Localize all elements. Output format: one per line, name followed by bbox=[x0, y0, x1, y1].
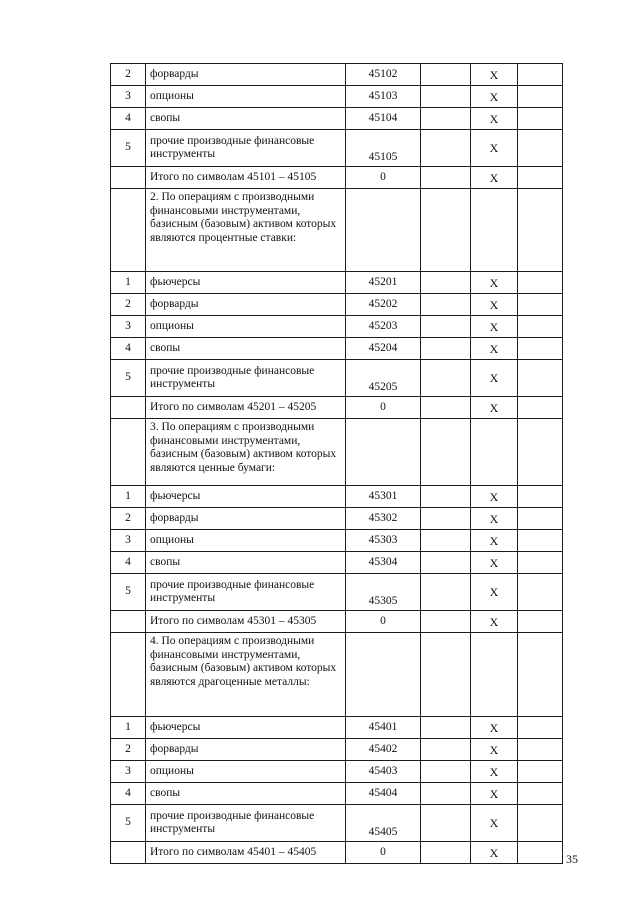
table-row bbox=[111, 338, 563, 360]
instrument-name-cell: опционы bbox=[146, 530, 346, 552]
instrument-name-cell: фьючерсы bbox=[146, 272, 346, 294]
empty-cell bbox=[518, 397, 563, 419]
empty-cell bbox=[518, 189, 563, 272]
instrument-name-cell: 2. По операциям с производными финансовыми инструментами, базисным (базовым) активом которых являются процентные ставки: bbox=[146, 189, 346, 272]
empty-cell bbox=[518, 167, 563, 189]
derivatives-table bbox=[110, 63, 563, 864]
empty-cell bbox=[518, 130, 563, 167]
table-row bbox=[111, 552, 563, 574]
table-row bbox=[111, 360, 563, 397]
table-row bbox=[111, 739, 563, 761]
table-row bbox=[111, 805, 563, 842]
total-row bbox=[111, 397, 563, 419]
section-header-row bbox=[111, 419, 563, 486]
x-mark-cell: X bbox=[471, 64, 518, 86]
empty-cell bbox=[421, 611, 471, 633]
instrument-name-cell: форварды bbox=[146, 294, 346, 316]
x-mark-cell: X bbox=[471, 167, 518, 189]
row-number-cell: 2 bbox=[111, 508, 146, 530]
empty-cell bbox=[421, 316, 471, 338]
empty-cell bbox=[518, 611, 563, 633]
empty-cell bbox=[518, 783, 563, 805]
row-number-cell: 1 bbox=[111, 717, 146, 739]
symbol-code-cell bbox=[346, 633, 421, 717]
table-body bbox=[111, 64, 563, 864]
table-row bbox=[111, 316, 563, 338]
symbol-code-cell: 45302 bbox=[346, 508, 421, 530]
row-number-cell: 4 bbox=[111, 108, 146, 130]
row-number-cell bbox=[111, 419, 146, 486]
table-row bbox=[111, 508, 563, 530]
x-mark-cell: X bbox=[471, 272, 518, 294]
row-number-cell: 5 bbox=[111, 805, 146, 842]
empty-cell bbox=[518, 739, 563, 761]
empty-cell bbox=[421, 167, 471, 189]
table-row bbox=[111, 530, 563, 552]
instrument-name-cell: 4. По операциям с производными финансовыми инструментами, базисным (базовым) активом которых являются драгоценные металлы: bbox=[146, 633, 346, 717]
row-number-cell: 2 bbox=[111, 294, 146, 316]
x-mark-cell: X bbox=[471, 574, 518, 611]
row-number-cell: 2 bbox=[111, 739, 146, 761]
empty-cell bbox=[421, 108, 471, 130]
empty-cell bbox=[421, 360, 471, 397]
empty-cell bbox=[421, 64, 471, 86]
row-number-cell bbox=[111, 167, 146, 189]
instrument-name-cell: фьючерсы bbox=[146, 717, 346, 739]
symbol-code-cell: 45301 bbox=[346, 486, 421, 508]
empty-cell bbox=[518, 552, 563, 574]
table-row bbox=[111, 574, 563, 611]
instrument-name-cell: прочие производные финансовые инструменты bbox=[146, 574, 346, 611]
page-number: 35 bbox=[566, 852, 578, 866]
symbol-code-cell: 45104 bbox=[346, 108, 421, 130]
x-mark-cell: X bbox=[471, 397, 518, 419]
x-mark-cell bbox=[471, 189, 518, 272]
empty-cell bbox=[421, 338, 471, 360]
x-mark-cell: X bbox=[471, 130, 518, 167]
instrument-name-cell: Итого по символам 45301 – 45305 bbox=[146, 611, 346, 633]
instrument-name-cell: форварды bbox=[146, 739, 346, 761]
row-number-cell bbox=[111, 633, 146, 717]
symbol-code-cell: 45403 bbox=[346, 761, 421, 783]
x-mark-cell: X bbox=[471, 783, 518, 805]
section-header-row bbox=[111, 633, 563, 717]
x-mark-cell: X bbox=[471, 508, 518, 530]
x-mark-cell: X bbox=[471, 552, 518, 574]
x-mark-cell: X bbox=[471, 611, 518, 633]
empty-cell bbox=[518, 64, 563, 86]
row-number-cell bbox=[111, 611, 146, 633]
table-row bbox=[111, 294, 563, 316]
x-mark-cell: X bbox=[471, 108, 518, 130]
total-row bbox=[111, 167, 563, 189]
symbol-code-cell: 0 bbox=[346, 397, 421, 419]
empty-cell bbox=[421, 397, 471, 419]
x-mark-cell: X bbox=[471, 739, 518, 761]
instrument-name-cell: свопы bbox=[146, 108, 346, 130]
x-mark-cell: X bbox=[471, 761, 518, 783]
x-mark-cell: X bbox=[471, 338, 518, 360]
x-mark-cell: X bbox=[471, 805, 518, 842]
empty-cell bbox=[421, 486, 471, 508]
instrument-name-cell: свопы bbox=[146, 338, 346, 360]
empty-cell bbox=[518, 805, 563, 842]
empty-cell bbox=[518, 360, 563, 397]
symbol-code-cell: 45401 bbox=[346, 717, 421, 739]
empty-cell bbox=[518, 294, 563, 316]
symbol-code-cell: 45305 bbox=[346, 574, 421, 611]
table-row bbox=[111, 86, 563, 108]
symbol-code-cell: 45405 bbox=[346, 805, 421, 842]
x-mark-cell: X bbox=[471, 486, 518, 508]
instrument-name-cell: прочие производные финансовые инструменты bbox=[146, 805, 346, 842]
empty-cell bbox=[518, 842, 563, 864]
instrument-name-cell: свопы bbox=[146, 552, 346, 574]
empty-cell bbox=[518, 530, 563, 552]
empty-cell bbox=[518, 633, 563, 717]
empty-cell bbox=[421, 761, 471, 783]
symbol-code-cell: 0 bbox=[346, 842, 421, 864]
empty-cell bbox=[421, 530, 471, 552]
symbol-code-cell: 0 bbox=[346, 167, 421, 189]
empty-cell bbox=[421, 272, 471, 294]
empty-cell bbox=[518, 338, 563, 360]
row-number-cell bbox=[111, 397, 146, 419]
instrument-name-cell: 3. По операциям с производными финансовыми инструментами, базисным (базовым) активом которых являются ценные бумаги: bbox=[146, 419, 346, 486]
x-mark-cell: X bbox=[471, 842, 518, 864]
empty-cell bbox=[518, 486, 563, 508]
symbol-code-cell: 0 bbox=[346, 611, 421, 633]
empty-cell bbox=[421, 130, 471, 167]
table-row bbox=[111, 486, 563, 508]
symbol-code-cell: 45205 bbox=[346, 360, 421, 397]
instrument-name-cell: опционы bbox=[146, 761, 346, 783]
empty-cell bbox=[421, 189, 471, 272]
symbol-code-cell: 45202 bbox=[346, 294, 421, 316]
empty-cell bbox=[421, 842, 471, 864]
empty-cell bbox=[518, 717, 563, 739]
total-row bbox=[111, 611, 563, 633]
row-number-cell: 3 bbox=[111, 316, 146, 338]
empty-cell bbox=[518, 86, 563, 108]
row-number-cell: 3 bbox=[111, 761, 146, 783]
instrument-name-cell: фьючерсы bbox=[146, 486, 346, 508]
symbol-code-cell bbox=[346, 189, 421, 272]
row-number-cell: 5 bbox=[111, 130, 146, 167]
empty-cell bbox=[518, 761, 563, 783]
instrument-name-cell: Итого по символам 45101 – 45105 bbox=[146, 167, 346, 189]
empty-cell bbox=[518, 316, 563, 338]
empty-cell bbox=[421, 294, 471, 316]
row-number-cell: 4 bbox=[111, 783, 146, 805]
empty-cell bbox=[421, 574, 471, 611]
section-header-row bbox=[111, 189, 563, 272]
row-number-cell: 5 bbox=[111, 574, 146, 611]
table-row bbox=[111, 130, 563, 167]
empty-cell bbox=[518, 419, 563, 486]
x-mark-cell: X bbox=[471, 316, 518, 338]
empty-cell bbox=[518, 108, 563, 130]
symbol-code-cell: 45203 bbox=[346, 316, 421, 338]
empty-cell bbox=[421, 717, 471, 739]
row-number-cell: 3 bbox=[111, 530, 146, 552]
table-row bbox=[111, 761, 563, 783]
instrument-name-cell: форварды bbox=[146, 64, 346, 86]
row-number-cell: 1 bbox=[111, 486, 146, 508]
symbol-code-cell: 45304 bbox=[346, 552, 421, 574]
row-number-cell: 5 bbox=[111, 360, 146, 397]
instrument-name-cell: опционы bbox=[146, 316, 346, 338]
empty-cell bbox=[518, 508, 563, 530]
empty-cell bbox=[421, 86, 471, 108]
table-row bbox=[111, 272, 563, 294]
empty-cell bbox=[421, 783, 471, 805]
instrument-name-cell: свопы bbox=[146, 783, 346, 805]
empty-cell bbox=[421, 739, 471, 761]
row-number-cell: 4 bbox=[111, 338, 146, 360]
empty-cell bbox=[421, 633, 471, 717]
symbol-code-cell: 45102 bbox=[346, 64, 421, 86]
row-number-cell: 3 bbox=[111, 86, 146, 108]
symbol-code-cell: 45204 bbox=[346, 338, 421, 360]
table-row bbox=[111, 108, 563, 130]
empty-cell bbox=[421, 552, 471, 574]
symbol-code-cell: 45404 bbox=[346, 783, 421, 805]
empty-cell bbox=[518, 272, 563, 294]
x-mark-cell: X bbox=[471, 86, 518, 108]
row-number-cell bbox=[111, 842, 146, 864]
instrument-name-cell: форварды bbox=[146, 508, 346, 530]
x-mark-cell: X bbox=[471, 530, 518, 552]
empty-cell bbox=[421, 508, 471, 530]
symbol-code-cell: 45201 bbox=[346, 272, 421, 294]
instrument-name-cell: Итого по символам 45401 – 45405 bbox=[146, 842, 346, 864]
row-number-cell: 4 bbox=[111, 552, 146, 574]
instrument-name-cell: опционы bbox=[146, 86, 346, 108]
instrument-name-cell: прочие производные финансовые инструменты bbox=[146, 360, 346, 397]
table-row bbox=[111, 783, 563, 805]
table-row bbox=[111, 64, 563, 86]
empty-cell bbox=[421, 419, 471, 486]
symbol-code-cell bbox=[346, 419, 421, 486]
x-mark-cell bbox=[471, 633, 518, 717]
symbol-code-cell: 45105 bbox=[346, 130, 421, 167]
x-mark-cell: X bbox=[471, 717, 518, 739]
instrument-name-cell: прочие производные финансовые инструменты bbox=[146, 130, 346, 167]
symbol-code-cell: 45402 bbox=[346, 739, 421, 761]
x-mark-cell: X bbox=[471, 294, 518, 316]
x-mark-cell bbox=[471, 419, 518, 486]
row-number-cell: 1 bbox=[111, 272, 146, 294]
empty-cell bbox=[518, 574, 563, 611]
instrument-name-cell: Итого по символам 45201 – 45205 bbox=[146, 397, 346, 419]
row-number-cell: 2 bbox=[111, 64, 146, 86]
symbol-code-cell: 45303 bbox=[346, 530, 421, 552]
symbol-code-cell: 45103 bbox=[346, 86, 421, 108]
table-row bbox=[111, 717, 563, 739]
empty-cell bbox=[421, 805, 471, 842]
row-number-cell bbox=[111, 189, 146, 272]
x-mark-cell: X bbox=[471, 360, 518, 397]
total-row bbox=[111, 842, 563, 864]
